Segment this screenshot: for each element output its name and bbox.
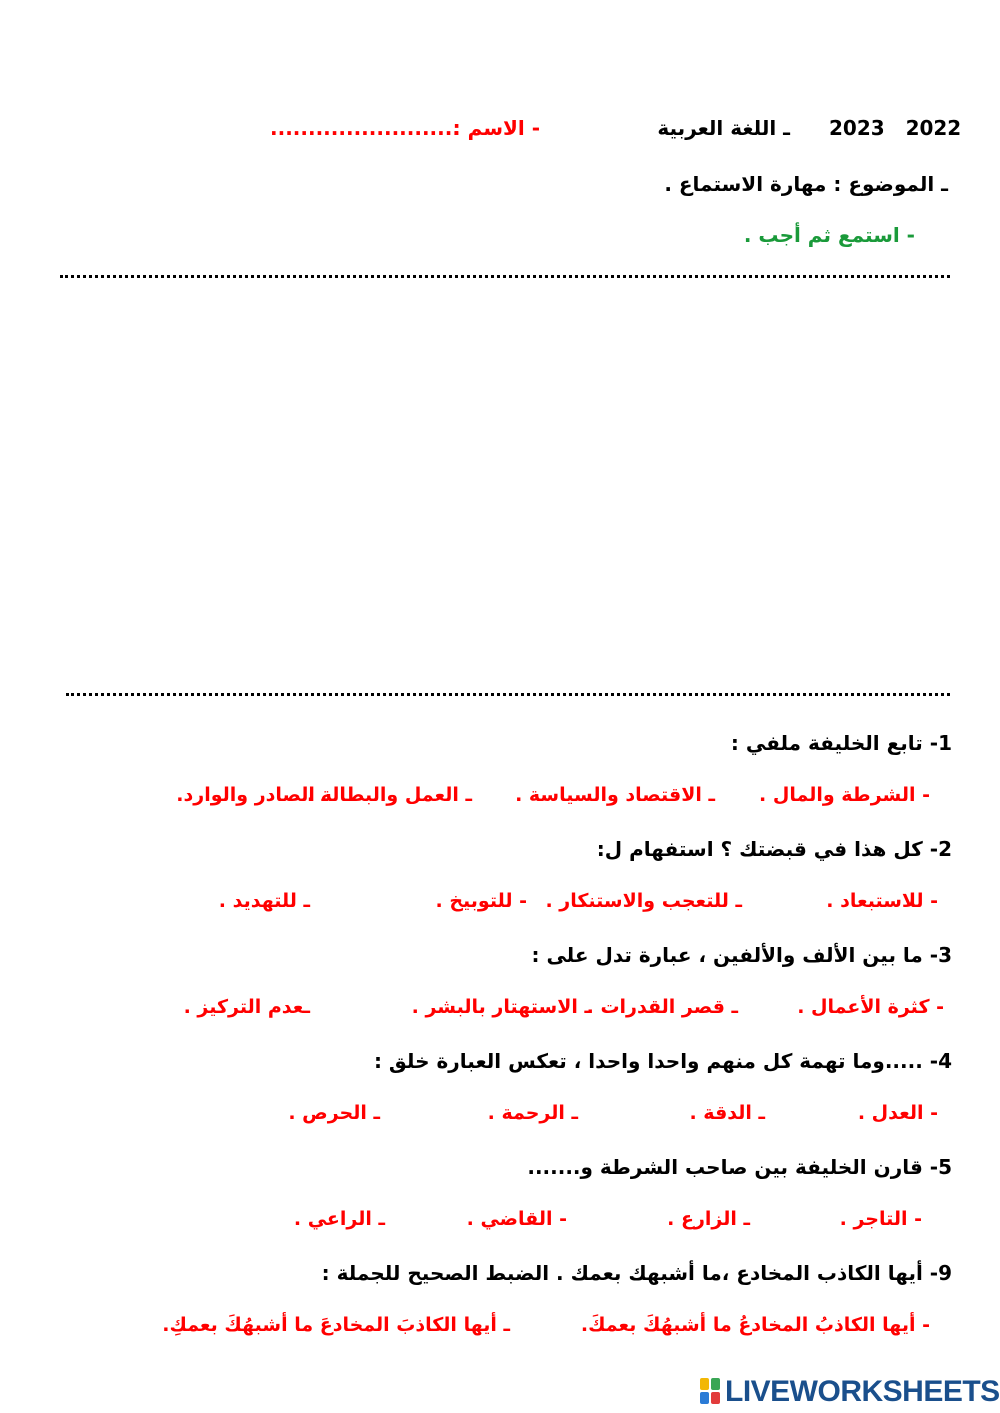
answer-option[interactable]: - أيها الكاذبُ المخادعُ ما أشبهُكَ بعمكَ. xyxy=(580,1314,930,1336)
name-blank[interactable]: ......................... xyxy=(270,116,460,140)
logo-text: LIVEWORKSHEETS xyxy=(725,1375,1000,1408)
answer-option[interactable]: ـ للتعجب والاستنكار . xyxy=(545,890,742,912)
year-1: 2022 xyxy=(905,116,962,140)
answer-option[interactable]: - الشرطة والمال . xyxy=(759,784,930,806)
answer-option[interactable]: - العدل . xyxy=(857,1102,938,1124)
answer-option[interactable]: - للتوبيخ . xyxy=(435,890,527,912)
answer-option[interactable]: ـ العمل والبطالة . xyxy=(306,784,472,806)
answer-option[interactable]: ـ الدقة . xyxy=(689,1102,765,1124)
answer-option[interactable]: ـ الحرص . xyxy=(288,1102,380,1124)
subject-title: ـ اللغة العربية xyxy=(657,116,790,140)
question-5: 5- قارن الخليفة بين صاحب الشرطة و....... xyxy=(527,1155,952,1179)
answer-option[interactable]: - التاجر . xyxy=(839,1208,922,1230)
topic-line: ـ الموضوع : مهارة الاستماع . xyxy=(664,172,948,196)
answer-option[interactable]: - للاستبعاد . xyxy=(826,890,938,912)
question-9: 9- أيها الكاذب المخادع ،ما أشبهك بعمك . الضبط الصحيح للجملة : xyxy=(321,1261,952,1285)
instruction-line: - استمع ثم أجب . xyxy=(743,223,915,247)
answer-option[interactable]: ـ الرحمة . xyxy=(487,1102,578,1124)
answer-option[interactable]: - كثرة الأعمال . xyxy=(797,996,944,1018)
answer-option[interactable]: ـ الاقتصاد والسياسة . xyxy=(515,784,715,806)
question-1: 1- تابع الخليفة ملفي : xyxy=(730,731,952,755)
answer-option[interactable]: ـ الصادر والوارد. xyxy=(176,784,328,806)
question-2: 2- كل هذا في قبضتك ؟ استفهام ل: xyxy=(596,837,952,861)
year-range xyxy=(829,116,961,140)
answer-option[interactable]: ـ للتهديد . xyxy=(218,890,310,912)
answer-option[interactable]: ـ الراعي . xyxy=(293,1208,385,1230)
question-3: 3- ما بين الألف والألفين ، عبارة تدل على : xyxy=(531,943,952,967)
answer-option[interactable]: ـ أيها الكاذبَ المخادعَ ما أشبهُكَ بعمكِ. xyxy=(162,1314,510,1336)
divider-top xyxy=(60,275,950,278)
answer-option[interactable]: ـ الزارع . xyxy=(667,1208,750,1230)
year-2: 2023 xyxy=(829,116,885,140)
answer-option[interactable]: ـعدم التركيز . xyxy=(183,996,310,1018)
answer-option[interactable]: - القاضي . xyxy=(466,1208,567,1230)
divider-bottom xyxy=(66,693,950,696)
answer-option[interactable]: ـ قصر القدرات . xyxy=(586,996,738,1018)
question-4: 4- .....وما تهمة كل منهم واحدا واحدا ، تعكس العبارة خلق : xyxy=(373,1049,952,1073)
answer-option[interactable]: ـ الاستهتار بالبشر . xyxy=(411,996,591,1018)
logo-blocks-icon xyxy=(700,1378,722,1406)
name-label: - الاسم : xyxy=(452,116,540,140)
liveworksheets-logo xyxy=(700,1375,1000,1409)
